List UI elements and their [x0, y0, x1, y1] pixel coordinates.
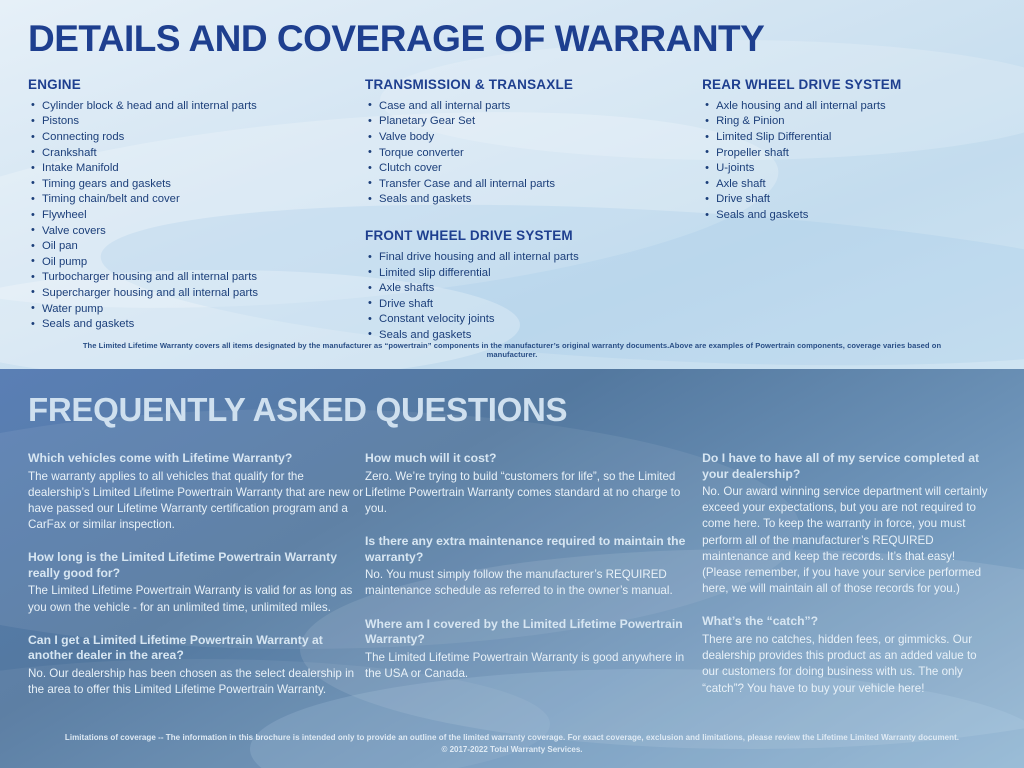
faq-answer: The Limited Lifetime Powertrain Warranty is valid for as long as you own the vehicle - for an unlimited time, unlimited miles.	[28, 584, 353, 614]
faq-answer: The Limited Lifetime Powertrain Warranty is good anywhere in the USA or Canada.	[365, 650, 685, 680]
faq-answer: Zero. We’re trying to build “customers for life”, so the Limited Lifetime Powertrain Warranty comes standard at no charge to you.	[365, 469, 681, 515]
list-item: • Limited Slip Differential	[702, 130, 996, 146]
list-item: • Torque converter	[365, 146, 702, 162]
footer	[0, 733, 1024, 754]
list-item: • Turbocharger housing and all internal parts	[28, 270, 365, 286]
page-title: DETAILS AND COVERAGE OF WARRANTY	[28, 18, 765, 59]
list-item: • Oil pan	[28, 239, 365, 255]
section-heading-engine: ENGINE	[28, 76, 81, 92]
faq-item	[28, 633, 365, 698]
list-item: • Connecting rods	[28, 130, 365, 146]
list-item: • Oil pump	[28, 255, 365, 271]
faq-item	[365, 617, 702, 682]
list-item: • U-joints	[702, 161, 996, 177]
list-item: • Timing gears and gaskets	[28, 177, 365, 193]
list-item: • Valve covers	[28, 224, 365, 240]
coverage-column-transmission	[365, 77, 702, 344]
faq-question: Can I get a Limited Lifetime Powertrain Warranty at another dealer in the area?	[28, 632, 323, 663]
faq-item	[28, 550, 365, 615]
faq-answer: No. Our award winning service department will certainly exceed your expectations, but you are not required to come here. To keep the warranty in force, you must perform all of the manufacturer’s REQUIRED maintenance and keep the records. It’s that easy! (Please remember, if you have your service performed here, we will maintain all of those records for you.)	[702, 485, 988, 596]
faq-question: Which vehicles come with Lifetime Warranty?	[28, 451, 293, 465]
list-item: • Flywheel	[28, 208, 365, 224]
footer-limitations-text: Limitations of coverage -- The information in this brochure is intended only to provide an outline of the limited warranty coverage. For exact coverage, exclusion and limitations, please review the Lifetime Limited Warranty document.	[64, 733, 960, 742]
coverage-column-engine	[28, 77, 365, 344]
list-item: • Limited slip differential	[365, 266, 702, 282]
list-item: • Planetary Gear Set	[365, 114, 702, 130]
list-item: • Axle shafts	[365, 281, 702, 297]
list-item: • Seals and gaskets	[365, 328, 702, 344]
faq-question: Is there any extra maintenance required to maintain the warranty?	[365, 534, 686, 564]
faq-item	[365, 534, 702, 599]
list-item: • Drive shaft	[702, 192, 996, 208]
list-item: • Transfer Case and all internal parts	[365, 177, 702, 193]
faq-answer: No. You must simply follow the manufacturer’s REQUIRED maintenance schedule as referred to in the owner’s manual.	[365, 568, 673, 598]
list-item: • Pistons	[28, 114, 365, 130]
list-item: • Seals and gaskets	[28, 317, 365, 333]
faq-question: Do I have to have all of my service completed at your dealership?	[702, 451, 980, 481]
list-item: • Valve body	[365, 130, 702, 146]
faq-item	[702, 614, 996, 696]
coverage-column-rear-wheel-drive	[702, 77, 996, 344]
section-heading-rear-wheel-drive: REAR WHEEL DRIVE SYSTEM	[702, 76, 902, 92]
faq-question: How long is the Limited Lifetime Powertrain Warranty really good for?	[28, 550, 338, 580]
faq-item	[702, 451, 996, 597]
faq-answer: There are no catches, hidden fees, or gimmicks. Our dealership provides this product as an added value to our customers for doing business with us. The only “catch”? You have to buy your vehicle here!	[702, 632, 977, 695]
list-item: • Constant velocity joints	[365, 312, 702, 328]
faq-column-2	[365, 451, 702, 715]
faq-columns	[28, 451, 996, 715]
faq-title: FREQUENTLY ASKED QUESTIONS	[28, 391, 568, 428]
transmission-parts-list	[365, 99, 702, 208]
list-item: • Crankshaft	[28, 146, 365, 162]
footer-copyright: © 2017-2022 Total Warranty Services.	[441, 745, 583, 754]
faq-question: How much will it cost?	[365, 451, 497, 465]
list-item: • Seals and gaskets	[365, 192, 702, 208]
list-item: • Propeller shaft	[702, 146, 996, 162]
front-wheel-drive-parts-list	[365, 250, 702, 344]
section-heading-front-wheel-drive: FRONT WHEEL DRIVE SYSTEM	[365, 228, 573, 243]
coverage-disclaimer: The Limited Lifetime Warranty covers all items designated by the manufacturer as “powertrain” components in the manufacturer’s original warranty documents.Above are examples of Powertrain components, coverage varies based on manufacturer.	[82, 341, 942, 359]
list-item: • Clutch cover	[365, 161, 702, 177]
list-item: • Ring & Pinion	[702, 114, 996, 130]
list-item: • Case and all internal parts	[365, 99, 702, 115]
coverage-columns	[28, 77, 996, 344]
faq-column-1	[28, 451, 365, 715]
faq-section	[0, 369, 1024, 768]
faq-answer: The warranty applies to all vehicles that qualify for the dealership’s Limited Lifetime Powertrain Warranty that are new or have passed our Lifetime Warranty certification program and a CarFax or similar inspection.	[28, 469, 364, 532]
faq-item	[365, 451, 702, 517]
faq-column-3	[702, 451, 996, 715]
list-item: • Cylinder block & head and all internal parts	[28, 99, 365, 115]
faq-item	[28, 451, 365, 533]
list-item: • Seals and gaskets	[702, 208, 996, 224]
rear-wheel-drive-parts-list	[702, 99, 996, 224]
faq-answer: No. Our dealership has been chosen as the select dealership in the area to offer this Limited Lifetime Powertrain Warranty.	[28, 666, 355, 696]
list-item: • Supercharger housing and all internal parts	[28, 286, 365, 302]
list-item: • Axle shaft	[702, 177, 996, 193]
faq-question: Where am I covered by the Limited Lifetime Powertrain Warranty?	[365, 616, 683, 647]
engine-parts-list	[28, 99, 365, 333]
list-item: • Final drive housing and all internal parts	[365, 250, 702, 266]
list-item: • Axle housing and all internal parts	[702, 99, 996, 115]
list-item: • Drive shaft	[365, 297, 702, 313]
coverage-details-section	[0, 0, 1024, 369]
faq-question: What’s the “catch”?	[702, 614, 819, 629]
list-item: • Intake Manifold	[28, 161, 365, 177]
section-heading-transmission: TRANSMISSION & TRANSAXLE	[365, 76, 574, 92]
list-item: • Timing chain/belt and cover	[28, 192, 365, 208]
list-item: • Water pump	[28, 302, 365, 318]
